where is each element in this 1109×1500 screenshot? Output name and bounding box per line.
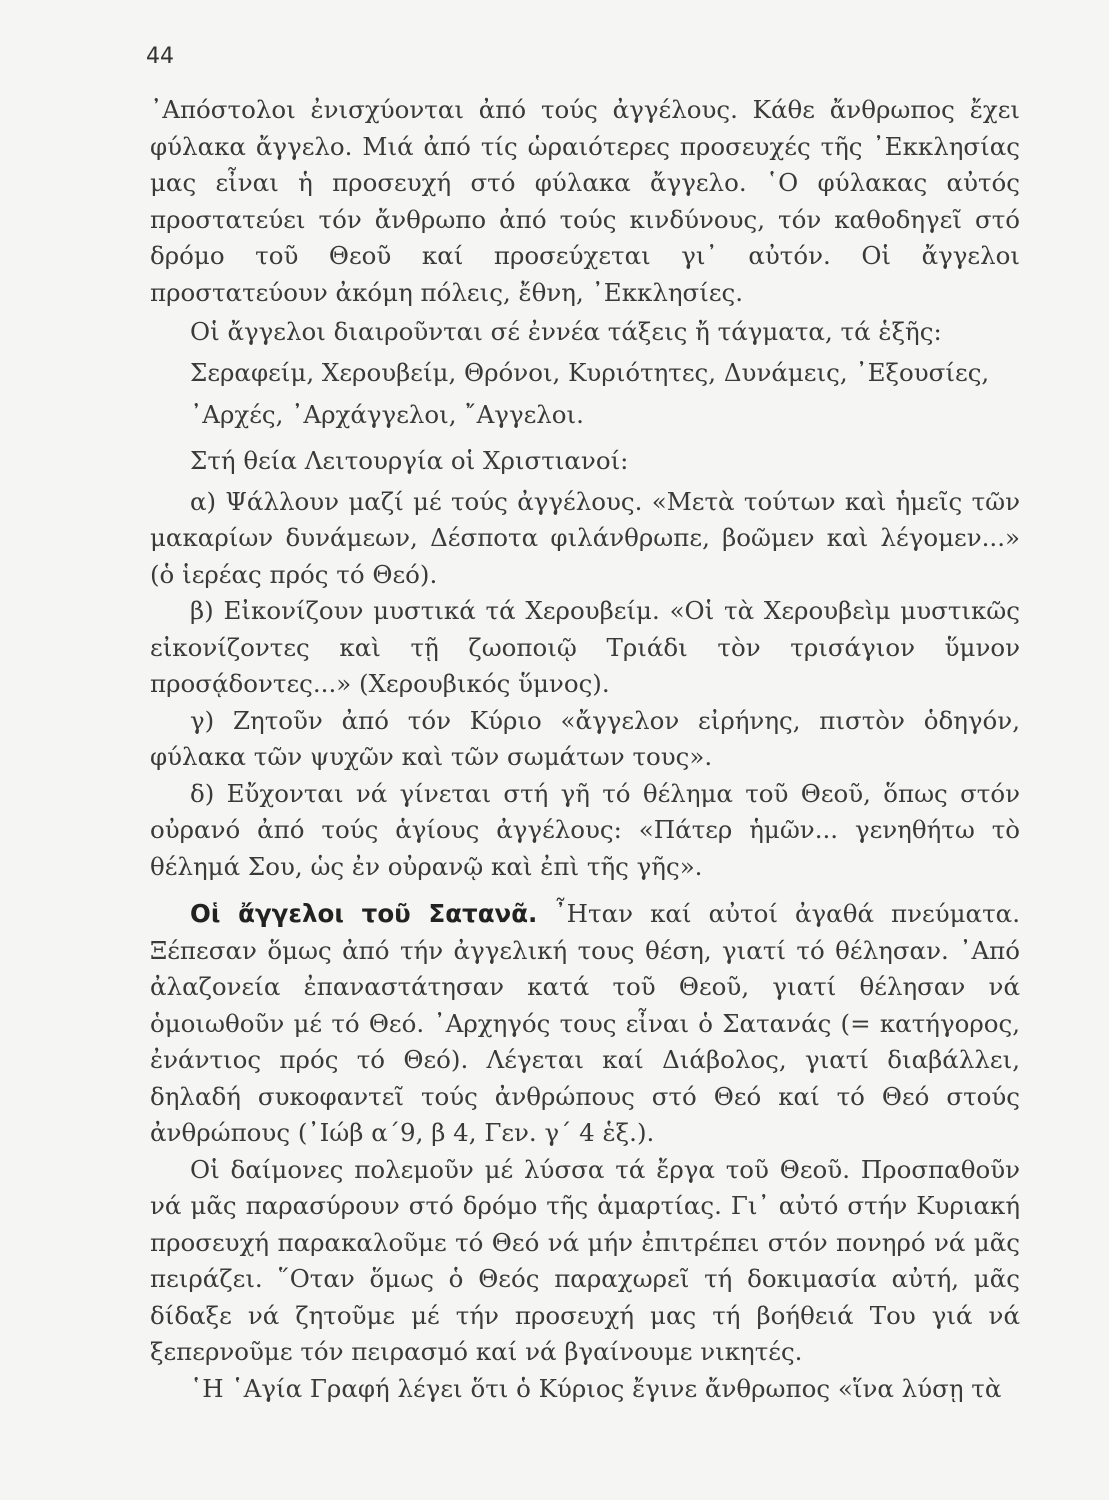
page-number: 44: [146, 44, 174, 69]
section-satan: [150, 896, 1020, 1407]
angel-orders-intro: Οἱ ἄγγελοι διαιροῦνται σέ ἐννέα τάξεις ἤ τάγματα, τά ἑξῆς:: [190, 317, 942, 346]
section-heading-satan: Οἱ ἄγγελοι τοῦ Σατανᾶ.: [190, 899, 538, 928]
section-liturgy: [150, 443, 1020, 885]
liturgy-item-c: γ) Ζητοῦν ἀπό τόν Κύριο «ἄγγελον εἰρήνης, πιστὸν ὁδηγόν, φύλακα τῶν ψυχῶν καὶ τῶν σωμάτων τους».: [150, 705, 1020, 771]
angel-orders-list-line-1: Σεραφείμ, Χερουβείμ, Θρόνοι, Κυριότητες, Δυνάμεις, ᾿Εξουσίες,: [190, 357, 990, 387]
angel-orders-list-line-2: ᾿Αρχές, ᾿Αρχάγγελοι, ῎Αγγελοι.: [190, 400, 584, 429]
paragraph-angel-orders: [150, 314, 1020, 434]
liturgy-item-d: δ) Εὔχονται νά γίνεται στή γῆ τό θέλημα τοῦ Θεοῦ, ὅπως στόν οὐρανό ἀπό τούς ἁγίους ἀγγέλους: «Πάτερ ἡμῶν... γενηθήτω τὸ θέλημά Σου, ὡς ἐν οὐρανῷ καὶ ἐπὶ τῆς γῆς».: [150, 778, 1020, 881]
liturgy-item-a: α) Ψάλλουν μαζί μέ τούς ἀγγέλους. «Μετὰ τούτων καὶ ἡμεῖς τῶν μακαρίων δυνάμεων, Δέσποτα φιλάνθρωπε, βοῶμεν καὶ λέγομεν...» (ὁ ἱερέας πρός τό Θεό).: [150, 486, 1020, 589]
liturgy-item-b: β) Εἰκονίζουν μυστικά τά Χερουβείμ. «Οἱ τὰ Χερουβεὶμ μυστικῶς εἰκονίζοντες καὶ τῇ ζωοποιῷ Τριάδι τὸν τρισάγιον ὕμνον προσᾴδοντες...» (Χερουβικός ὕμνος).: [150, 596, 1020, 698]
liturgy-intro: Στή θεία Λειτουργία οἱ Χριστιανοί:: [190, 446, 629, 475]
demons-paragraph: Οἱ δαίμονες πολεμοῦν μέ λύσσα τά ἔργα τοῦ Θεοῦ. Προσπαθοῦν νά μᾶς παρασύρουν στό δρόμο τῆς ἁμαρτίας. Γι᾿ αὐτό στήν Κυριακή προσευχή παρακαλοῦμε τό Θεό νά μήν ἐπιτρέπει στόν πονηρό νά μᾶς πειράζει. ῞Οταν ὅμως ὁ Θεός παραχωρεῖ τή δοκιμασία αὐτή, μᾶς δίδαξε νά ζητοῦμε μέ τήν προσευχή μας τή βοήθειά Του γιά νά ξεπερνοῦμε τόν πειρασμό καί νά βγαίνουμε νικητές.: [150, 1154, 1020, 1366]
paragraph-text: ᾿Απόστολοι ἐνισχύονται ἀπό τούς ἀγγέλους. Κάθε ἄνθρωπος ἔχει φύλακα ἄγγελο. Μιά ἀπό τίς ὡραιότερες προσευχές τῆς ᾿Εκκλησίας μας εἶναι ἡ προσευχή στό φύλακα ἄγγελο. ῾Ο φύλακας αὐτός προστατεύει τόν ἄνθρωπο ἀπό τούς κινδύνους, τόν καθοδηγεῖ στό δρόμο τοῦ Θεοῦ καί προσεύχεται γι᾿ αὐτόν. Οἱ ἄγγελοι προστατεύουν ἀκόμη πόλεις, ἔθνη, ᾿Εκκλησίες.: [150, 95, 1020, 307]
satan-paragraph-text: ῏Ηταν καί αὐτοί ἀγαθά πνεύματα. Ξέπεσαν ὅμως ἀπό τήν ἀγγελική τους θέση, γιατί τό θέλησαν. ᾿Από ἀλαζονεία ἐπαναστάτησαν κατά τοῦ Θεοῦ, γιατί θέλησαν νά ὁμοιωθοῦν μέ τό Θεό. ᾿Αρχηγός τους εἶναι ὁ Σατανάς (= κατήγορος, ἐνάντιος πρός τό Θεό). Λέγεται καί Διάβολος, γιατί διαβάλλει, δηλαδή συκοφαντεῖ τούς ἀνθρώπους στό Θεό καί τό Θεό στούς ἀνθρώπους (᾿Ιώβ α΄9, β 4, Γεν. γ΄ 4 ἑξ.).: [150, 899, 1020, 1147]
scripture-paragraph: ῾Η ῾Αγία Γραφή λέγει ὅτι ὁ Κύριος ἔγινε ἄνθρωπος «ἵνα λύσῃ τὰ: [190, 1373, 1002, 1403]
satan-paragraph: [150, 896, 1020, 1152]
paragraph-apostles: [150, 92, 1020, 311]
